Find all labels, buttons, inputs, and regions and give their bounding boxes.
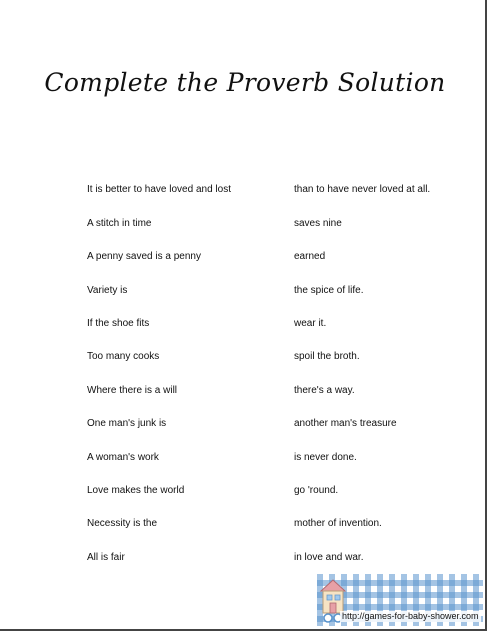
proverb-end: the spice of life. bbox=[294, 285, 364, 296]
proverb-row bbox=[0, 251, 490, 271]
proverb-end: in love and war. bbox=[294, 552, 364, 563]
proverb-start: All is fair bbox=[87, 552, 125, 563]
proverb-end: spoil the broth. bbox=[294, 351, 360, 362]
proverb-row bbox=[0, 285, 490, 305]
proverb-start: One man's junk is bbox=[87, 418, 167, 429]
proverb-start: Variety is bbox=[87, 285, 128, 296]
proverb-start: A stitch in time bbox=[87, 218, 152, 229]
proverb-end: wear it. bbox=[294, 318, 327, 329]
proverb-row bbox=[0, 552, 490, 572]
proverb-end: earned bbox=[294, 251, 326, 262]
proverb-row bbox=[0, 418, 490, 438]
proverb-row bbox=[0, 385, 490, 405]
proverb-end: is never done. bbox=[294, 452, 357, 463]
proverb-row bbox=[0, 351, 490, 371]
proverb-end: than to have never loved at all. bbox=[294, 184, 431, 195]
proverb-row bbox=[0, 452, 490, 472]
proverb-start: Necessity is the bbox=[87, 518, 158, 529]
page-title: Complete the Proverb Solution bbox=[44, 68, 446, 97]
proverb-start: Where there is a will bbox=[87, 385, 178, 396]
baby-carriage-icon bbox=[318, 577, 348, 630]
proverb-end: there's a way. bbox=[294, 385, 355, 396]
proverb-start: Too many cooks bbox=[87, 351, 160, 362]
proverb-start: Love makes the world bbox=[87, 485, 185, 496]
proverb-end: mother of invention. bbox=[294, 518, 382, 529]
website-url[interactable]: http://games-for-baby-shower.com bbox=[342, 611, 479, 621]
proverb-row bbox=[0, 318, 490, 338]
proverb-end: saves nine bbox=[294, 218, 342, 229]
proverb-row bbox=[0, 518, 490, 538]
proverb-start: If the shoe fits bbox=[87, 318, 150, 329]
proverb-start: It is better to have loved and lost bbox=[87, 184, 231, 195]
proverb-start: A woman's work bbox=[87, 452, 159, 463]
proverb-row bbox=[0, 218, 490, 238]
proverb-row bbox=[0, 184, 490, 204]
proverb-end: another man's treasure bbox=[294, 418, 397, 429]
proverb-row bbox=[0, 485, 490, 505]
proverb-end: go 'round. bbox=[294, 485, 339, 496]
proverb-start: A penny saved is a penny bbox=[87, 251, 201, 262]
